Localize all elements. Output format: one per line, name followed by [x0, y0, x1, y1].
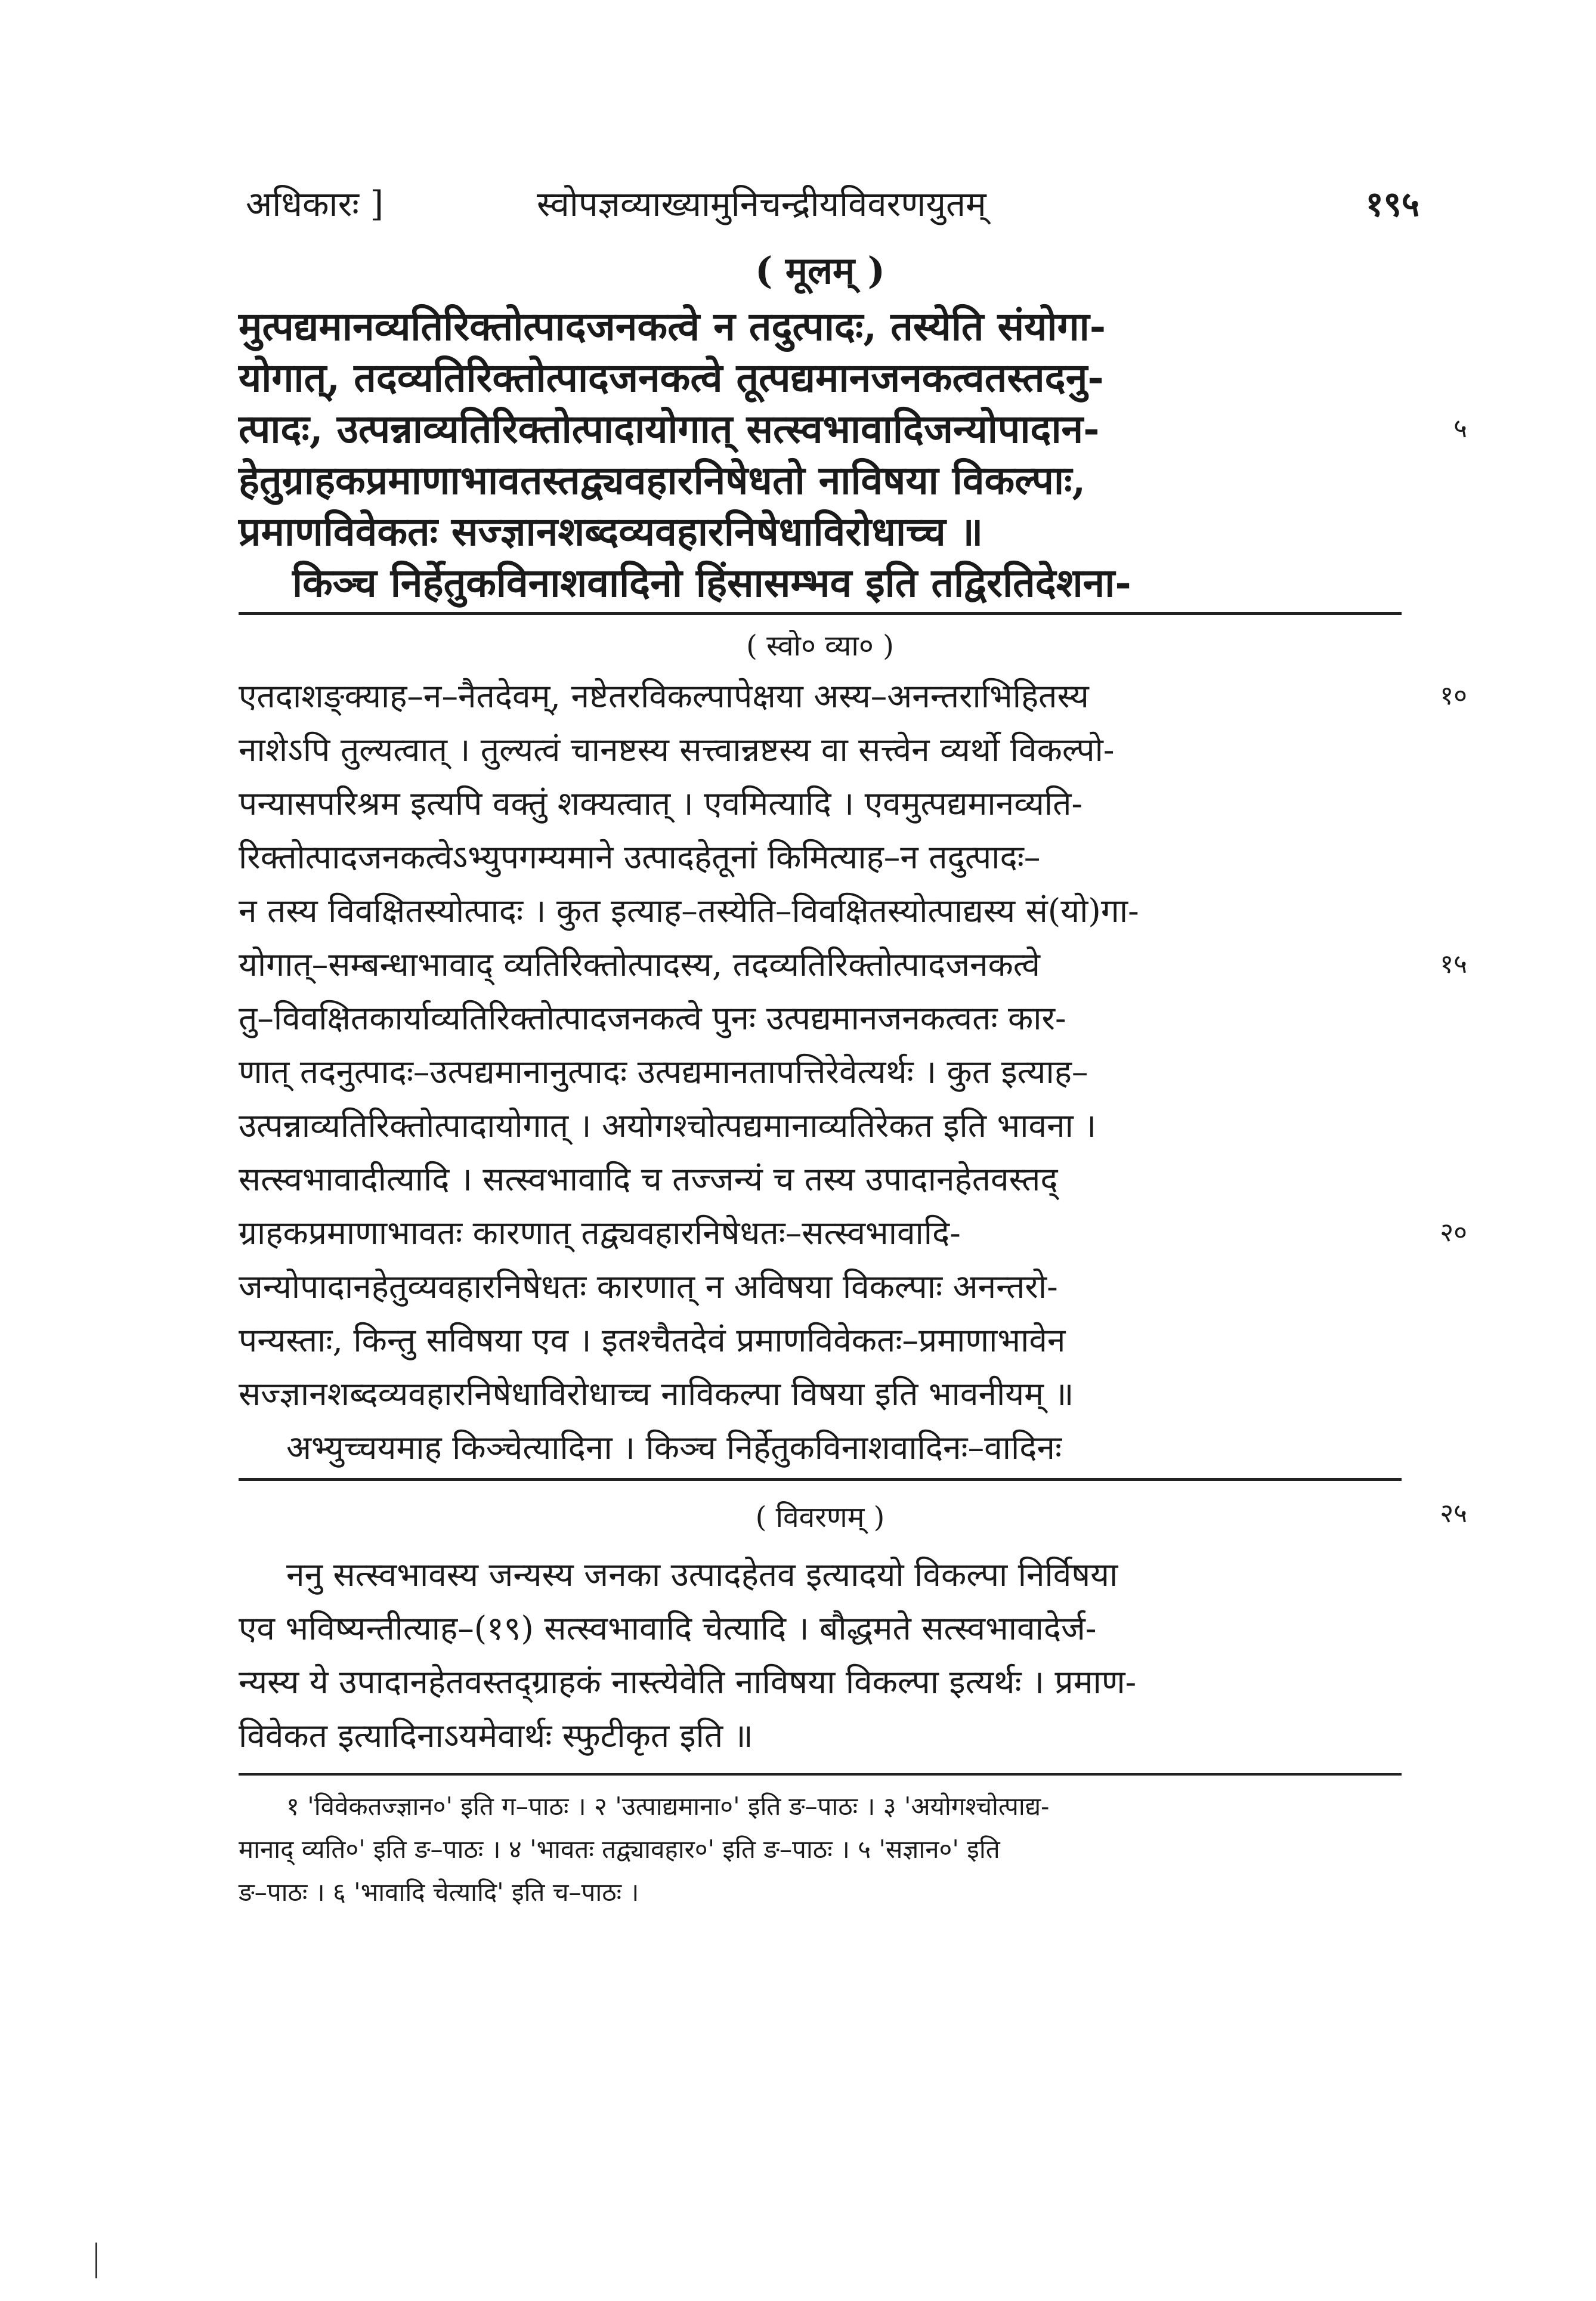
footnote-line: मानाद् व्यति०' इति ङ–पाठः । ४ 'भावतः तद्व्यावहार०' इति ङ–पाठः । ५ 'सज्ञान०' इति — [239, 1835, 1000, 1864]
vyakhya-line: नाशेऽपि तुल्यत्वात् । तुल्यत्वं चानष्टस्य सत्त्वान्नष्टस्य वा सत्त्वेन व्यर्थो विकल्पो- — [239, 731, 1115, 769]
footnote-divider — [239, 1773, 1402, 1776]
scan-mark — [95, 2243, 97, 2278]
mula-line: हेतुग्राहकप्रमाणाभावतस्तद्व्यवहारनिषेधतो नाविषया विकल्पाः, — [239, 457, 1086, 503]
footnote-line: ङ–पाठः । ६ 'भावादि चेत्यादि' इति च–पाठः । — [239, 1878, 639, 1907]
vivarana-heading-row — [239, 1487, 1467, 1548]
vyakhya-line: णात् तदनुत्पादः–उत्पद्यमानानुत्पादः उत्पद्यमानतापत्तिरेवेत्यर्थः । कुत इत्याह– — [239, 1053, 1088, 1091]
footnote-line: १ 'विवेकतज्ज्ञान०' इति ग–पाठः । २ 'उत्पाद्यमाना०' इति ङ–पाठः । ३ 'अयोगश्चोत्पाद्य- — [286, 1792, 1050, 1821]
vyakhya-line: जन्योपादानहेतुव्यवहारनिषेधतः कारणात् न अविषया विकल्पाः अनन्तरो- — [239, 1267, 1058, 1306]
mula-line: प्रमाणविवेकतः सज्ज्ञानशब्दव्यवहारनिषेधाविरोधाच्च ॥ — [239, 508, 983, 555]
mula-line: योगात्, तदव्यतिरिक्तोत्पादजनकत्वे तूत्पद्यमानजनकत्वतस्तदनु- — [239, 354, 1104, 401]
mula-heading: ( मूलम् ) — [754, 249, 886, 292]
vyakhya-line-11 — [239, 1206, 1467, 1260]
vivarana-line: न्यस्य ये उपादानहेतवस्तद्ग्राहकं नास्त्येवेति नाविषया विकल्पा इत्यर्थः । प्रमाण- — [239, 1663, 1137, 1701]
vivarana-section — [239, 1487, 1467, 1762]
vyakhya-line-1 — [239, 669, 1467, 723]
vivarana-line: ननु सत्स्वभावस्य जन्यस्य जनका उत्पादहेतव इत्यादयो विकल्पा निर्विषया — [286, 1555, 1118, 1594]
mula-line-text: त्पादः, उत्पन्नाव्यतिरिक्तोत्पादायोगात् सत्स्वभावादिजन्योपादान- — [239, 406, 1100, 452]
vyakhya-line-text: एतदाशङ्क्याह–न–नैतदेवम्, नष्टेतरविकल्पापेक्षया अस्य–अनन्तराभिहितस्य — [239, 677, 1089, 715]
footnotes — [239, 1785, 1402, 1914]
margin-line-number: २० — [1440, 1217, 1467, 1248]
vivarana-line: एव भविष्यन्तीत्याह–(१९) सत्स्वभावादि चेत्यादि । बौद्धमते सत्स्वभावादेर्ज- — [239, 1609, 1097, 1647]
vyakhya-line: पन्यासपरिश्रम इत्यपि वक्तुं शक्यत्वात् । एवमित्यादि । एवमुत्पद्यमानव्यति- — [239, 784, 1083, 822]
vyakhya-line: सज्ज्ञानशब्दव्यवहारनिषेधाविरोधाच्च नाविकल्पा विषया इति भावनीयम् ॥ — [239, 1375, 1074, 1413]
vivarana-heading: ( विवरणम् ) — [755, 1501, 885, 1534]
chapter-label: अधिकारः ] — [246, 184, 384, 224]
vyakhya-line: न तस्य विवक्षितस्योत्पादः । कुत इत्याह–तस्येति–विवक्षितस्योत्पाद्यस्य सं(यो)गा- — [239, 892, 1139, 930]
section-divider — [239, 1478, 1402, 1481]
vyakhya-line-6 — [239, 938, 1467, 991]
vyakhya-line-text: योगात्–सम्बन्धाभावाद् व्यतिरिक्तोत्पादस्य, तदव्यतिरिक्तोत्पादजनकत्वे — [239, 945, 1040, 984]
margin-line-number: २५ — [1440, 1498, 1467, 1529]
page-number: १९५ — [1365, 184, 1419, 224]
vyakhya-heading: ( स्वो० व्या० ) — [746, 629, 894, 663]
mula-section — [239, 245, 1467, 608]
margin-line-number: ५ — [1453, 413, 1467, 444]
vyakhya-line: अभ्युच्चयमाह किञ्चेत्यादिना । किञ्च निर्हेतुकविनाशवादिनः–वादिनः — [286, 1428, 1062, 1467]
mula-line: किञ्च निर्हेतुकविनाशवादिनो हिंसासम्भव इति तद्विरतिदेशना- — [292, 559, 1131, 606]
margin-line-number: १० — [1440, 681, 1467, 711]
margin-line-number: १५ — [1440, 949, 1467, 979]
mula-line: मुत्पद्यमानव्यतिरिक्तोत्पादजनकत्वे न तदुत्पादः, तस्येति संयोगा- — [239, 303, 1106, 350]
vyakhya-line: रिक्तोत्पादजनकत्वेऽभ्युपगम्यमाने उत्पादहेतूनां किमित्याह–न तदुत्पादः– — [239, 838, 1041, 876]
running-head — [239, 167, 1419, 233]
vyakhya-line: सत्स्वभावादीत्यादि । सत्स्वभावादि च तज्जन्यं च तस्य उपादानहेतवस्तद् — [239, 1160, 1058, 1198]
vyakhya-line-text: ग्राहकप्रमाणाभावतः कारणात् तद्व्यवहारनिषेधतः–सत्स्वभावादि- — [239, 1214, 961, 1252]
vyakhya-line: तु–विवक्षितकार्याव्यतिरिक्तोत्पादजनकत्वे पुनः उत्पद्यमानजनकत्वतः कार- — [239, 999, 1066, 1037]
mula-line-3 — [239, 403, 1467, 454]
section-divider — [239, 612, 1402, 615]
vivarana-line: विवेकत इत्यादिनाऽयमेवार्थः स्फुटीकृत इति ॥ — [239, 1717, 753, 1755]
vyakhya-line: उत्पन्नाव्यतिरिक्तोत्पादायोगात् । अयोगश्चोत्पद्यमानाव्यतिरेकत इति भावना । — [239, 1106, 1097, 1145]
book-title: स्वोपज्ञव्याख्यामुनिचन्द्रीयविवरणयुतम् — [537, 184, 986, 224]
vyakhya-section — [239, 626, 1467, 1474]
vyakhya-line: पन्यस्ताः, किन्तु सविषया एव । इतश्चैतदेवं प्रमाणविवेकतः–प्रमाणाभावेन — [239, 1321, 1066, 1359]
page — [239, 167, 1467, 1914]
